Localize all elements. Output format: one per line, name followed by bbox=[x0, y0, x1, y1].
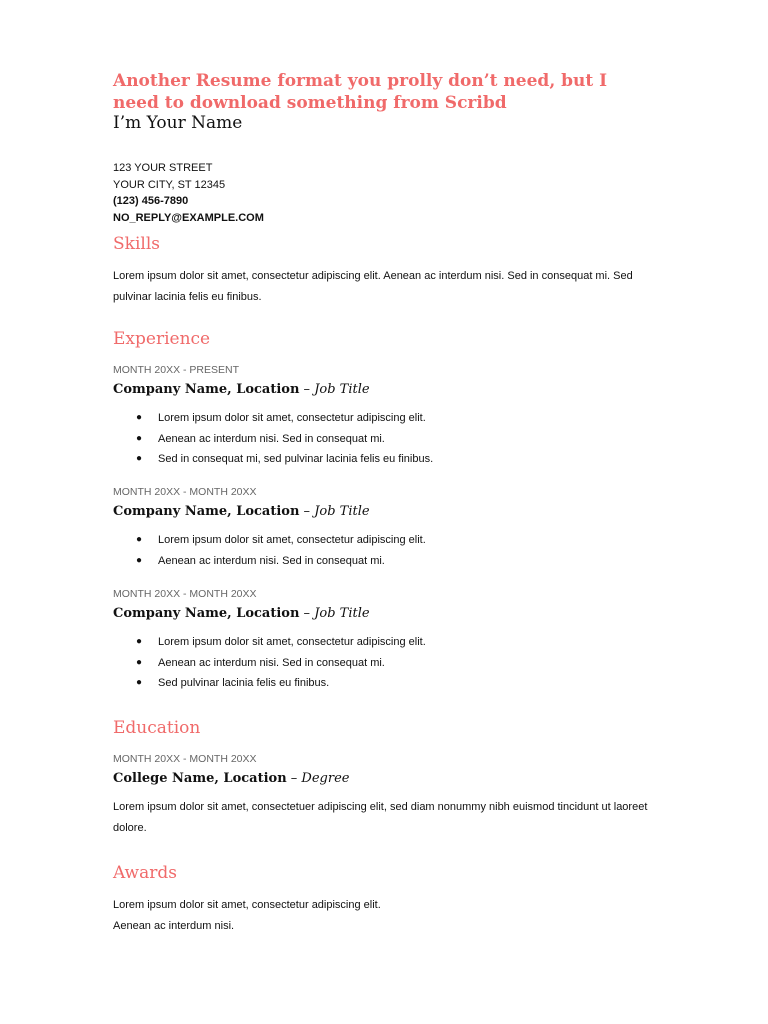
job-title: Job Title bbox=[314, 382, 370, 397]
awards-heading: Awards bbox=[113, 863, 177, 883]
bullet-icon: ● bbox=[136, 554, 143, 566]
job-separator: – bbox=[299, 504, 315, 519]
list-item: ● Lorem ipsum dolor sit amet, consectetur adipiscing elit. bbox=[113, 632, 426, 653]
list-item: ● Lorem ipsum dolor sit amet, consectetur adipiscing elit. bbox=[113, 408, 433, 429]
job-title: Job Title bbox=[314, 606, 370, 621]
experience-heading: Experience bbox=[113, 329, 211, 349]
job-company: Company Name, Location bbox=[113, 606, 300, 621]
job-date: MONTH 20XX - MONTH 20XX bbox=[113, 588, 257, 600]
contact-email: NO_REPLY@EXAMPLE.COM bbox=[113, 211, 264, 224]
bullet-icon: ● bbox=[136, 534, 143, 545]
awards-line: Aenean ac interdum nisi. bbox=[113, 919, 235, 932]
list-item: ● Aenean ac interdum nisi. Sed in consequat mi. bbox=[113, 653, 426, 674]
education-role bbox=[113, 770, 658, 788]
contact-block bbox=[113, 160, 264, 226]
bullet-icon: ● bbox=[136, 432, 143, 444]
list-item: ● Lorem ipsum dolor sit amet, consectetur adipiscing elit. bbox=[113, 530, 426, 551]
job-bullets bbox=[113, 632, 426, 694]
bullet-icon: ● bbox=[136, 677, 143, 688]
job-company: Company Name, Location bbox=[113, 382, 300, 397]
education-entry bbox=[113, 752, 658, 838]
job-date: MONTH 20XX - PRESENT bbox=[113, 364, 240, 376]
awards-block bbox=[113, 895, 381, 936]
contact-city: YOUR CITY, ST 12345 bbox=[113, 178, 226, 191]
job-separator: – bbox=[299, 382, 315, 397]
document-title: Another Resume format you prolly don’t need, but I need to download something from Scribd bbox=[113, 71, 608, 113]
job-entry bbox=[113, 485, 426, 571]
job-bullets bbox=[113, 530, 426, 571]
skills-heading: Skills bbox=[113, 234, 160, 254]
education-separator: – bbox=[286, 771, 302, 786]
bullet-icon: ● bbox=[136, 412, 143, 423]
education-school: College Name, Location bbox=[113, 771, 287, 786]
education-date: MONTH 20XX - MONTH 20XX bbox=[113, 753, 257, 765]
bullet-icon: ● bbox=[136, 636, 143, 647]
list-item: ● Sed in consequat mi, sed pulvinar lacinia felis eu finibus. bbox=[113, 449, 433, 470]
list-item: ● Sed pulvinar lacinia felis eu finibus. bbox=[113, 673, 426, 694]
list-item: ● Aenean ac interdum nisi. Sed in consequat mi. bbox=[113, 429, 433, 450]
job-bullets bbox=[113, 408, 433, 470]
job-role bbox=[113, 381, 433, 399]
job-separator: – bbox=[299, 606, 315, 621]
list-item: ● Aenean ac interdum nisi. Sed in consequat mi. bbox=[113, 551, 426, 572]
job-company: Company Name, Location bbox=[113, 504, 300, 519]
awards-line: Lorem ipsum dolor sit amet, consectetur adipiscing elit. bbox=[113, 899, 381, 911]
education-heading: Education bbox=[113, 718, 201, 738]
job-date: MONTH 20XX - MONTH 20XX bbox=[113, 486, 257, 498]
contact-phone: (123) 456-7890 bbox=[113, 195, 189, 207]
bullet-icon: ● bbox=[136, 453, 143, 464]
bullet-icon: ● bbox=[136, 656, 143, 668]
job-role bbox=[113, 605, 426, 623]
job-entry bbox=[113, 363, 433, 470]
job-role bbox=[113, 503, 426, 521]
skills-text: Lorem ipsum dolor sit amet, consectetur adipiscing elit. Aenean ac interdum nisi. Sed in consequat mi. Sed pulvinar lacinia felis eu finibus. bbox=[113, 270, 633, 303]
job-entry bbox=[113, 587, 426, 694]
job-title: Job Title bbox=[314, 504, 370, 519]
education-degree: Degree bbox=[301, 771, 350, 786]
resume-name: I’m Your Name bbox=[113, 113, 243, 133]
contact-street: 123 YOUR STREET bbox=[113, 162, 213, 174]
education-text: Lorem ipsum dolor sit amet, consectetuer adipiscing elit, sed diam nonummy nibh euismod tincidunt ut laoreet dolore. bbox=[113, 801, 648, 834]
